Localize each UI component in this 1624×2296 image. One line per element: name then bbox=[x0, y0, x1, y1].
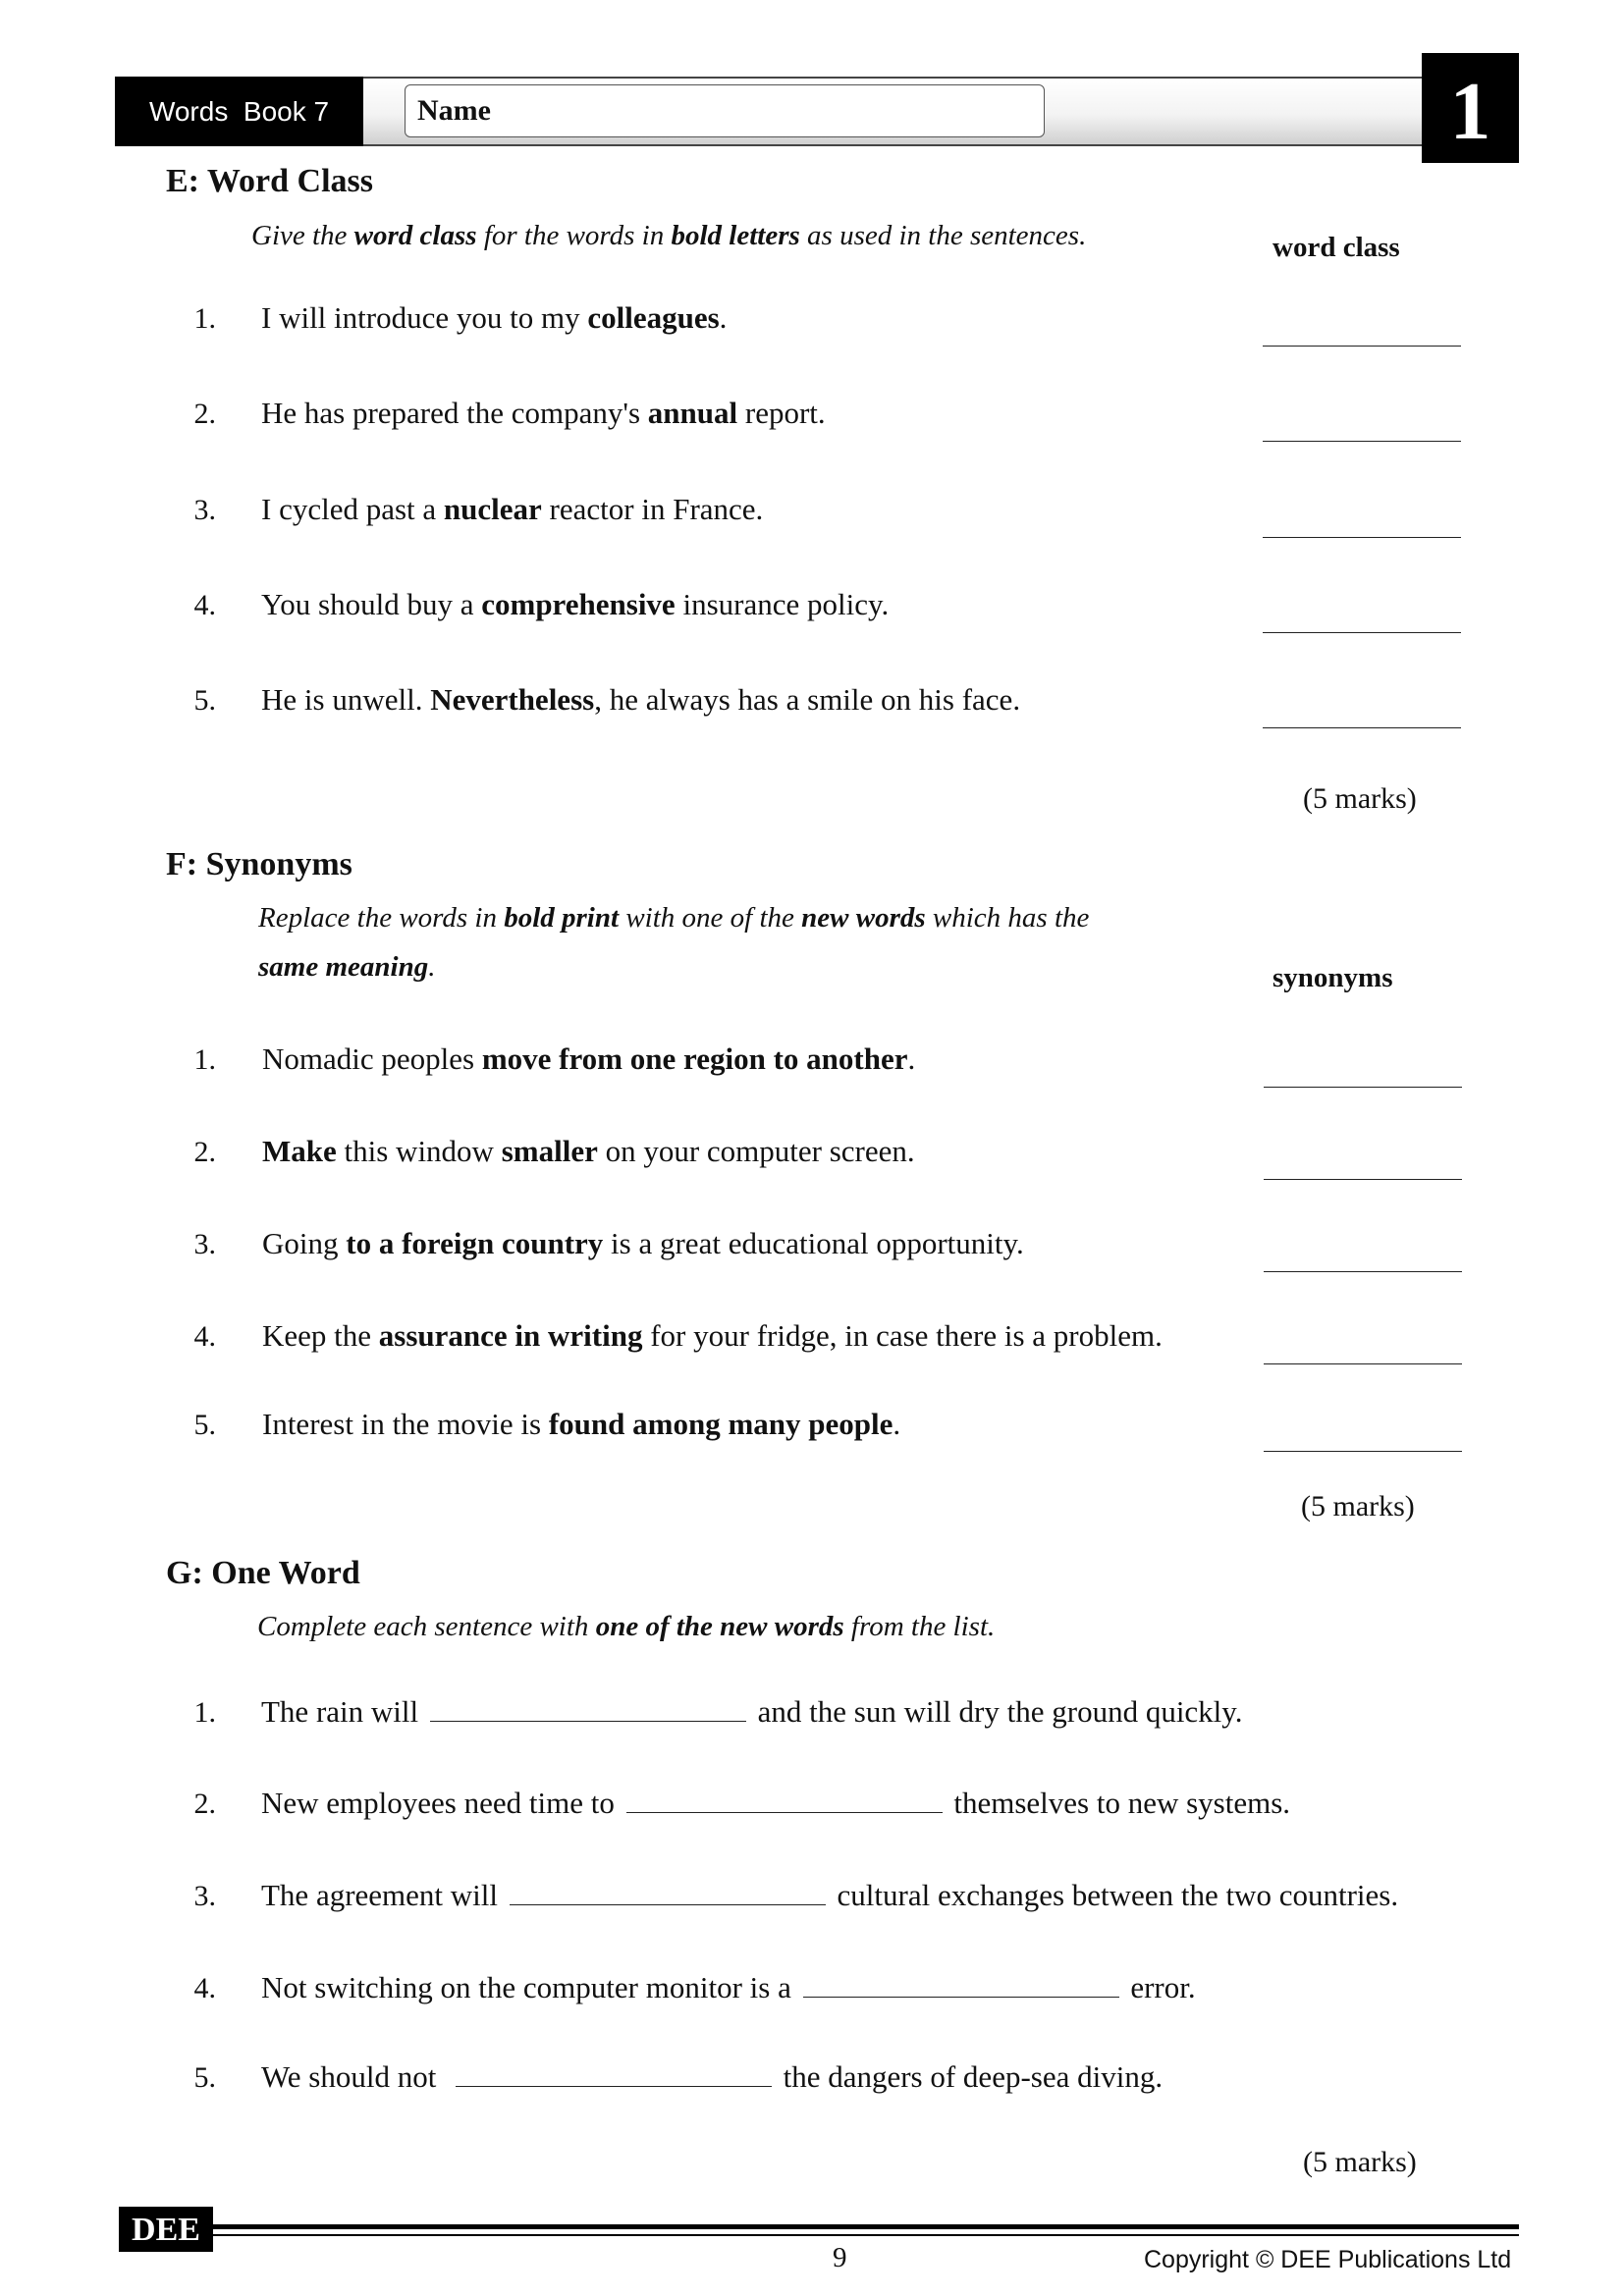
publisher-logo: DEE bbox=[119, 2207, 213, 2252]
item-number: 5. bbox=[193, 2061, 216, 2094]
item-sentence: Interest in the movie is found among many people. bbox=[262, 1407, 901, 1441]
item-number: 1. bbox=[193, 1696, 216, 1729]
item-number: 3. bbox=[193, 1228, 216, 1260]
item-sentence: He has prepared the company's annual report. bbox=[261, 396, 826, 430]
fill-in-blank[interactable] bbox=[626, 1811, 943, 1813]
answer-line[interactable] bbox=[1264, 1271, 1462, 1272]
section-g-title: G: One Word bbox=[166, 1555, 360, 1591]
item-number: 1. bbox=[193, 302, 216, 335]
answer-line[interactable] bbox=[1263, 346, 1461, 347]
section-e-marks: (5 marks) bbox=[1303, 782, 1417, 815]
footer-rule-thin bbox=[213, 2234, 1519, 2236]
item-number: 3. bbox=[193, 1880, 216, 1912]
section-g-instruction: Complete each sentence with one of the new words from the list. bbox=[257, 1611, 996, 1642]
answer-line[interactable] bbox=[1264, 1451, 1462, 1452]
item-sentence: Keep the assurance in writing for your fridge, in case there is a problem. bbox=[262, 1318, 1163, 1353]
item-sentence: I will introduce you to my colleagues. bbox=[261, 300, 728, 335]
item-number: 1. bbox=[193, 1043, 216, 1076]
answer-line[interactable] bbox=[1264, 1363, 1462, 1364]
item-sentence: The agreement will cultural exchanges between the two countries. bbox=[261, 1878, 1399, 1912]
footer-rule bbox=[213, 2224, 1519, 2229]
item-number: 2. bbox=[193, 1136, 216, 1168]
item-sentence: New employees need time to themselves to new systems. bbox=[261, 1786, 1291, 1820]
unit-number: 1 bbox=[1422, 53, 1519, 163]
fill-in-blank[interactable] bbox=[430, 1720, 746, 1722]
section-f-instruction: Replace the words in bold print with one of the new words which has the same meaning. bbox=[258, 902, 1090, 983]
item-number: 2. bbox=[193, 1788, 216, 1820]
item-number: 4. bbox=[193, 589, 216, 621]
item-number: 3. bbox=[193, 494, 216, 526]
item-number: 5. bbox=[193, 1409, 216, 1441]
section-f-marks: (5 marks) bbox=[1301, 1490, 1415, 1522]
answer-line[interactable] bbox=[1264, 1179, 1462, 1180]
answer-line[interactable] bbox=[1263, 727, 1461, 728]
section-e-instruction: Give the word class for the words in bold letters as used in the sentences. bbox=[251, 220, 1087, 251]
item-sentence: Going to a foreign country is a great educational opportunity. bbox=[262, 1226, 1024, 1260]
item-number: 4. bbox=[193, 1972, 216, 2004]
item-number: 4. bbox=[193, 1320, 216, 1353]
item-number: 2. bbox=[193, 398, 216, 430]
answer-line[interactable] bbox=[1263, 441, 1461, 442]
section-e-column-header: word class bbox=[1272, 232, 1400, 263]
item-number: 5. bbox=[193, 684, 216, 717]
item-sentence: Not switching on the computer monitor is a error. bbox=[261, 1970, 1196, 2004]
answer-line[interactable] bbox=[1263, 537, 1461, 538]
item-sentence: I cycled past a nuclear reactor in France. bbox=[261, 492, 764, 526]
name-field[interactable]: Name bbox=[405, 84, 1045, 137]
section-f-title: F: Synonyms bbox=[166, 846, 352, 882]
fill-in-blank[interactable] bbox=[803, 1996, 1119, 1998]
item-sentence: Make this window smaller on your computer screen. bbox=[262, 1134, 915, 1168]
page-number: 9 bbox=[833, 2242, 847, 2273]
item-sentence: You should buy a comprehensive insurance policy. bbox=[261, 587, 890, 621]
section-f-column-header: synonyms bbox=[1272, 962, 1393, 993]
answer-line[interactable] bbox=[1263, 632, 1461, 633]
fill-in-blank[interactable] bbox=[510, 1903, 826, 1905]
item-sentence: We should not the dangers of deep-sea diving. bbox=[261, 2059, 1164, 2094]
answer-line[interactable] bbox=[1264, 1087, 1462, 1088]
item-sentence: Nomadic peoples move from one region to another. bbox=[262, 1041, 916, 1076]
section-g-marks: (5 marks) bbox=[1303, 2146, 1417, 2178]
section-e-title: E: Word Class bbox=[166, 163, 373, 199]
fill-in-blank[interactable] bbox=[456, 2085, 772, 2087]
item-sentence: He is unwell. Nevertheless, he always has a smile on his face. bbox=[261, 682, 1021, 717]
copyright-notice: Copyright © DEE Publications Ltd bbox=[1144, 2246, 1512, 2273]
item-sentence: The rain will and the sun will dry the ground quickly. bbox=[261, 1694, 1243, 1729]
book-label: Words Book 7 bbox=[115, 77, 363, 146]
